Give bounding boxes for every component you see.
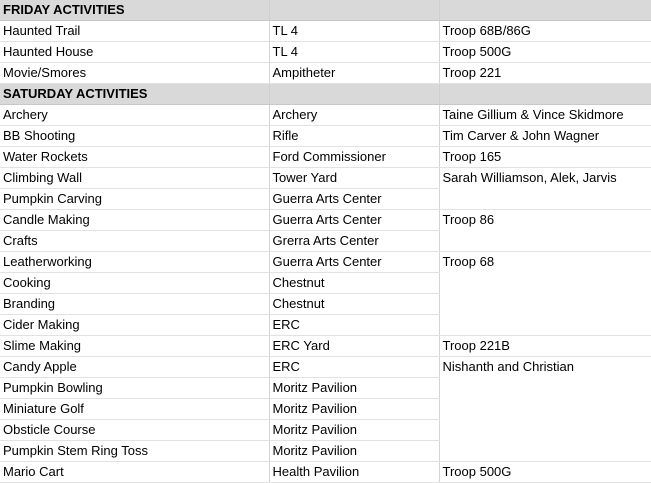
staff-cell[interactable] bbox=[439, 273, 651, 294]
table-row bbox=[0, 105, 651, 126]
staff-cell[interactable]: Nishanth and Christian bbox=[439, 357, 651, 378]
location-cell[interactable]: Rifle bbox=[269, 126, 439, 147]
activity-cell[interactable]: Candle Making bbox=[0, 210, 269, 231]
location-cell[interactable]: Grerra Arts Center bbox=[269, 231, 439, 252]
table-row bbox=[0, 252, 651, 273]
empty-cell[interactable] bbox=[269, 0, 439, 21]
staff-cell[interactable]: Sarah Williamson, Alek, Jarvis bbox=[439, 168, 651, 189]
staff-cell[interactable] bbox=[439, 189, 651, 210]
location-cell[interactable]: Guerra Arts Center bbox=[269, 189, 439, 210]
location-cell[interactable]: Moritz Pavilion bbox=[269, 399, 439, 420]
table-row bbox=[0, 168, 651, 189]
staff-cell[interactable] bbox=[439, 378, 651, 399]
activity-cell[interactable]: BB Shooting bbox=[0, 126, 269, 147]
location-cell[interactable]: Archery bbox=[269, 105, 439, 126]
location-cell[interactable]: Health Pavilion bbox=[269, 462, 439, 483]
staff-cell[interactable]: Troop 68 bbox=[439, 252, 651, 273]
activity-cell[interactable]: Climbing Wall bbox=[0, 168, 269, 189]
activity-cell[interactable]: Pumpkin Stem Ring Toss bbox=[0, 441, 269, 462]
empty-cell[interactable] bbox=[439, 0, 651, 21]
table-row bbox=[0, 273, 651, 294]
table-row bbox=[0, 126, 651, 147]
location-cell[interactable]: Moritz Pavilion bbox=[269, 378, 439, 399]
location-cell[interactable]: Guerra Arts Center bbox=[269, 252, 439, 273]
section-header-row bbox=[0, 0, 651, 21]
location-cell[interactable]: Chestnut bbox=[269, 294, 439, 315]
section-header-row bbox=[0, 84, 651, 105]
location-cell[interactable]: Moritz Pavilion bbox=[269, 441, 439, 462]
table-row bbox=[0, 315, 651, 336]
table-row bbox=[0, 231, 651, 252]
location-cell[interactable]: Ampitheter bbox=[269, 63, 439, 84]
activity-cell[interactable]: Cooking bbox=[0, 273, 269, 294]
staff-cell[interactable] bbox=[439, 315, 651, 336]
activity-cell[interactable]: Water Rockets bbox=[0, 147, 269, 168]
activity-cell[interactable]: Candy Apple bbox=[0, 357, 269, 378]
location-cell[interactable]: ERC bbox=[269, 357, 439, 378]
staff-cell[interactable]: Troop 500G bbox=[439, 42, 651, 63]
activity-cell[interactable]: Leatherworking bbox=[0, 252, 269, 273]
location-cell[interactable]: TL 4 bbox=[269, 42, 439, 63]
activity-cell[interactable]: Branding bbox=[0, 294, 269, 315]
location-cell[interactable]: Moritz Pavilion bbox=[269, 420, 439, 441]
staff-cell[interactable]: Taine Gillium & Vince Skidmore bbox=[439, 105, 651, 126]
activity-cell[interactable]: Cider Making bbox=[0, 315, 269, 336]
staff-cell[interactable]: Troop 500G bbox=[439, 462, 651, 483]
location-cell[interactable]: ERC bbox=[269, 315, 439, 336]
location-cell[interactable]: Ford Commissioner bbox=[269, 147, 439, 168]
location-cell[interactable]: ERC Yard bbox=[269, 336, 439, 357]
staff-cell[interactable]: Troop 165 bbox=[439, 147, 651, 168]
activity-cell[interactable]: Crafts bbox=[0, 231, 269, 252]
table-row bbox=[0, 420, 651, 441]
staff-cell[interactable]: Troop 86 bbox=[439, 210, 651, 231]
staff-cell[interactable] bbox=[439, 294, 651, 315]
table-row bbox=[0, 399, 651, 420]
table-row bbox=[0, 462, 651, 483]
table-row bbox=[0, 441, 651, 462]
activity-cell[interactable]: Movie/Smores bbox=[0, 63, 269, 84]
activity-cell[interactable]: Slime Making bbox=[0, 336, 269, 357]
table-row bbox=[0, 357, 651, 378]
staff-cell[interactable]: Tim Carver & John Wagner bbox=[439, 126, 651, 147]
table-row bbox=[0, 21, 651, 42]
table-row bbox=[0, 294, 651, 315]
location-cell[interactable]: TL 4 bbox=[269, 21, 439, 42]
activity-cell[interactable]: Haunted House bbox=[0, 42, 269, 63]
empty-cell[interactable] bbox=[439, 84, 651, 105]
table-row bbox=[0, 210, 651, 231]
activity-cell[interactable]: Mario Cart bbox=[0, 462, 269, 483]
activity-cell[interactable]: Archery bbox=[0, 105, 269, 126]
staff-cell[interactable] bbox=[439, 231, 651, 252]
staff-cell[interactable] bbox=[439, 399, 651, 420]
location-cell[interactable]: Guerra Arts Center bbox=[269, 210, 439, 231]
table-row bbox=[0, 147, 651, 168]
section-title[interactable]: FRIDAY ACTIVITIES bbox=[0, 0, 269, 21]
location-cell[interactable]: Chestnut bbox=[269, 273, 439, 294]
table-row bbox=[0, 189, 651, 210]
activity-cell[interactable]: Miniature Golf bbox=[0, 399, 269, 420]
staff-cell[interactable]: Troop 221 bbox=[439, 63, 651, 84]
activity-cell[interactable]: Obsticle Course bbox=[0, 420, 269, 441]
activity-cell[interactable]: Pumpkin Carving bbox=[0, 189, 269, 210]
location-cell[interactable]: Tower Yard bbox=[269, 168, 439, 189]
staff-cell[interactable] bbox=[439, 441, 651, 462]
empty-cell[interactable] bbox=[269, 84, 439, 105]
staff-cell[interactable]: Troop 68B/86G bbox=[439, 21, 651, 42]
table-row bbox=[0, 42, 651, 63]
table-row bbox=[0, 378, 651, 399]
table-row bbox=[0, 63, 651, 84]
table-row bbox=[0, 336, 651, 357]
activity-cell[interactable]: Haunted Trail bbox=[0, 21, 269, 42]
staff-cell[interactable]: Troop 221B bbox=[439, 336, 651, 357]
section-title[interactable]: SATURDAY ACTIVITIES bbox=[0, 84, 269, 105]
staff-cell[interactable] bbox=[439, 420, 651, 441]
activity-cell[interactable]: Pumpkin Bowling bbox=[0, 378, 269, 399]
